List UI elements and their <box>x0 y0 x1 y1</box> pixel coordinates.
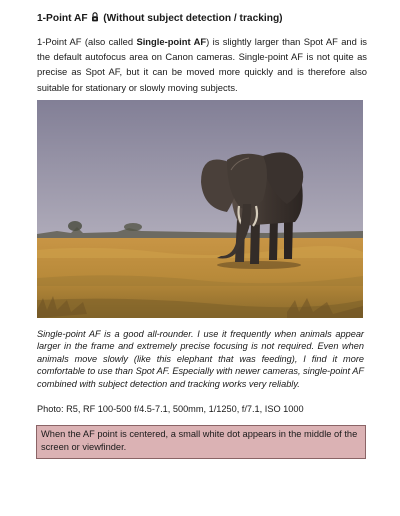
elephant-photo <box>37 100 363 318</box>
photo-caption: Single-point AF is a good all-rounder. I use it frequently when animals appear larger in the frame and extremely precise focusing is not required. Even when animals move slowly (like this elephant that was feeding), I find it more comfortable to use than Spot AF. Especially with newer cameras, single-point AF combined with subject detection and tracking works very reliably. <box>37 329 364 389</box>
heading-suffix: (Without subject detection / tracking) <box>103 13 283 24</box>
section-heading <box>37 12 367 25</box>
note-text: When the AF point is centered, a small white dot appears in the middle of the screen or viewfinder. <box>41 429 358 452</box>
af-point-icon <box>91 12 99 22</box>
intro-text-2: ) is slightly larger than Spot AF and is the default autofocus area on Canon cameras. Single-point AF is not quite as precise as Spot AF, but it can be moved more quickly and is therefore also suitable for stationary or slowly moving subjects. <box>37 36 367 93</box>
intro-text-1: 1-Point AF (also called <box>37 36 137 47</box>
photo-credit: Photo: R5, RF 100-500 f/4.5-7.1, 500mm, 1/1250, f/7.1, ISO 1000 <box>37 404 304 414</box>
intro-paragraph <box>37 34 367 95</box>
note-box <box>36 425 366 459</box>
heading-prefix: 1-Point AF <box>37 13 88 24</box>
intro-bold-term: Single-point AF <box>136 36 207 47</box>
